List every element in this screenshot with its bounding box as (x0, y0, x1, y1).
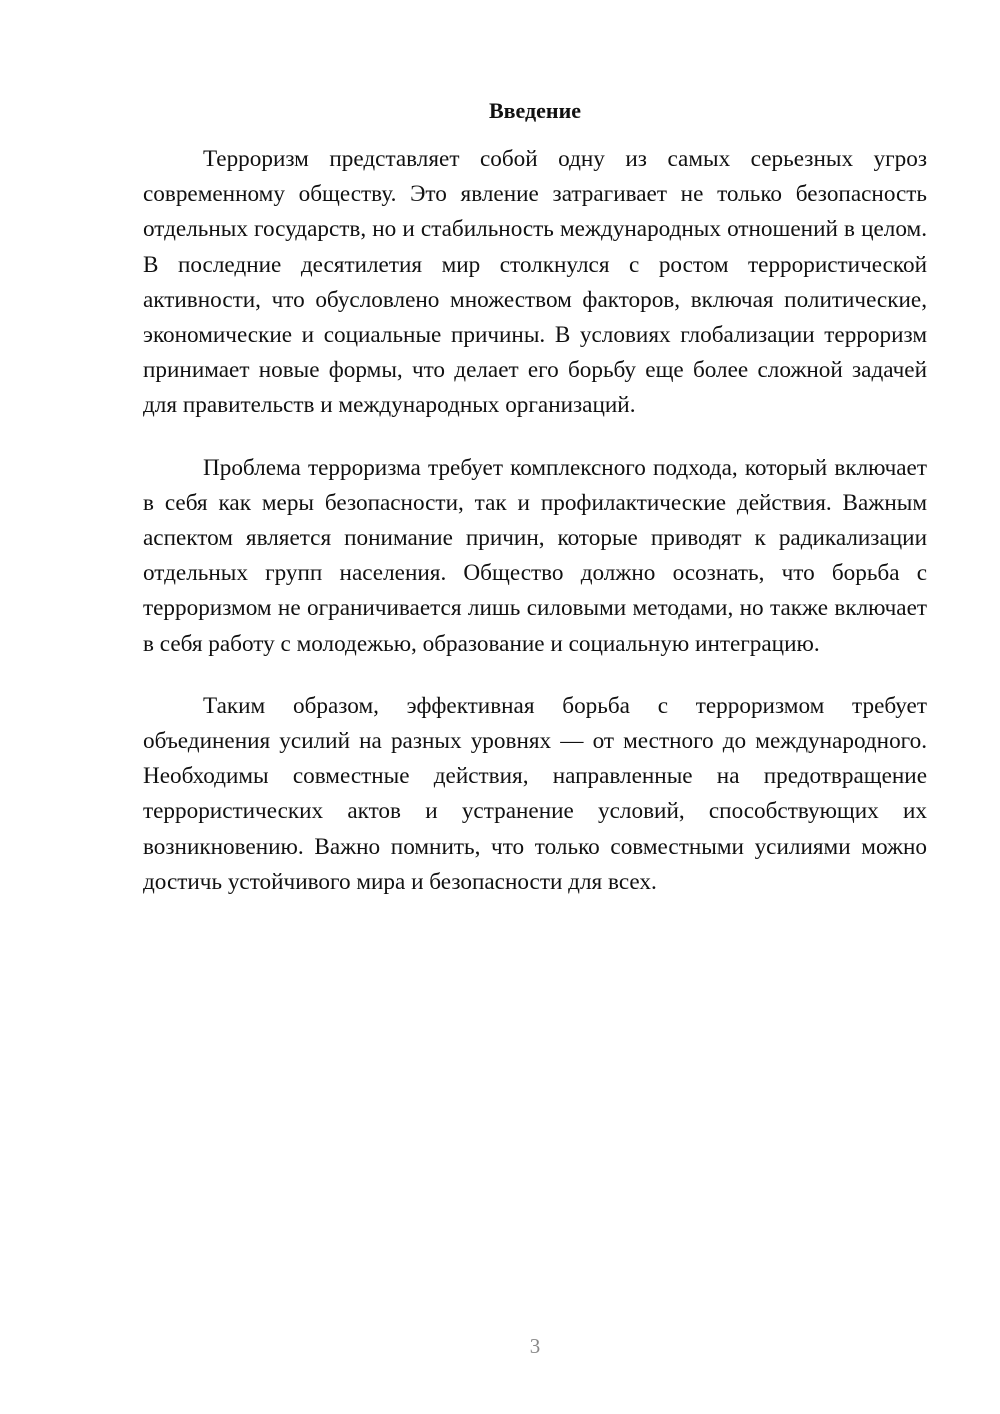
paragraph-2: Проблема терроризма требует комплексного подхода, который включает в себя как меры безопасности, так и профилактические действия. Важным аспектом является понимание причин, которые приводят к радикализации отдельных групп населения. Общество должно осознать, что борьба с терроризмом не ограничивается лишь силовыми методами, но также включает в себя работу с молодежью, образование и социальную интеграцию. (143, 454, 927, 657)
paragraph-1: Терроризм представляет собой одну из самых серьезных угроз современному обществу. Это явление затрагивает не только безопасность отдельных государств, но и стабильность международных отношений в целом. В последние десятилетия мир столкнулся с ростом террористической активности, что обусловлено множеством факторов, включая политические, экономические и социальные причины. В условиях глобализации терроризм принимает новые формы, что делает его борьбу еще более сложной задачей для правительств и международных организаций. (143, 146, 927, 419)
section-heading: Введение (488, 98, 582, 123)
page-number: 3 (529, 1334, 541, 1358)
body-text (143, 142, 927, 927)
paragraph-3: Таким образом, эффективная борьба с терроризмом требует объединения усилий на разных уровнях — от местного до международного. Необходимы совместные действия, направленные на предотвращение террористических актов и устранение условий, способствующих их возникновению. Важно помнить, что только совместными усилиями можно достичь устойчивого мира и безопасности для всех. (143, 692, 927, 895)
